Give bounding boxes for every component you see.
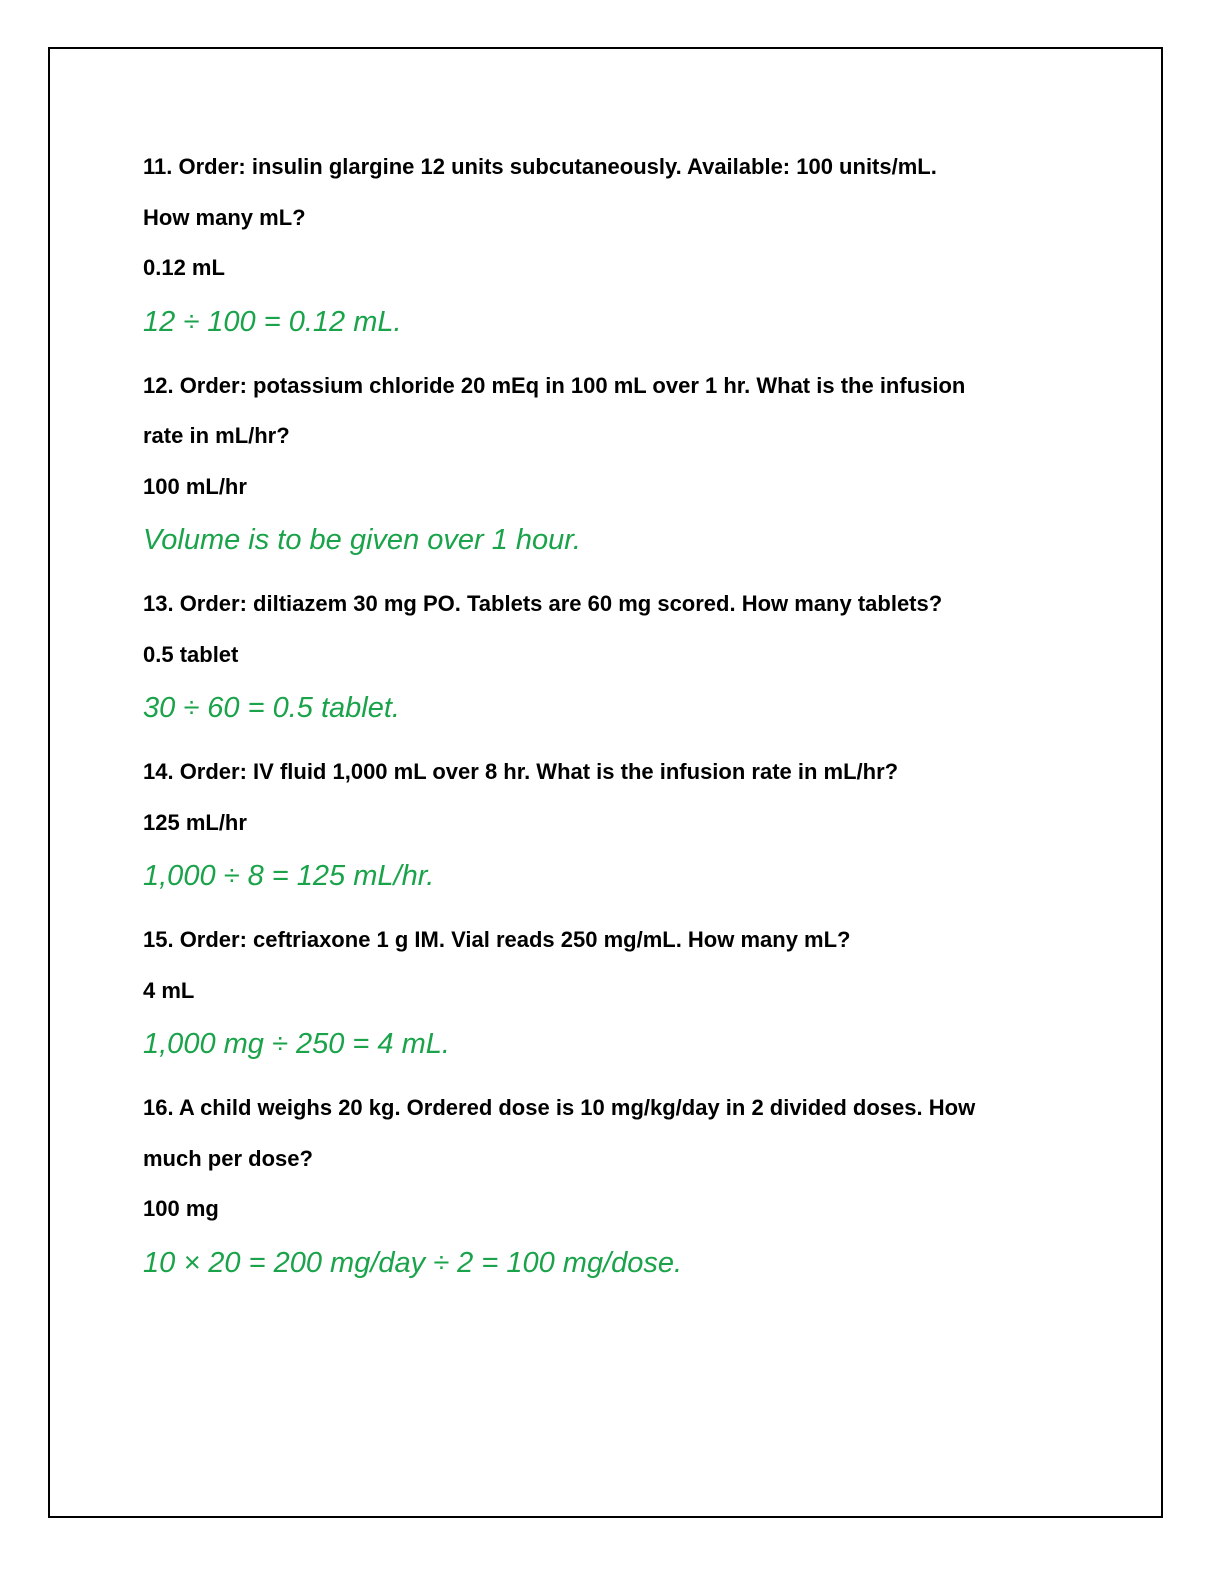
question-text-line: 14. Order: IV fluid 1,000 mL over 8 hr. What is the infusion rate in mL/hr?	[143, 759, 899, 784]
question-item-16	[143, 1083, 1103, 1291]
question-text-line: 16. A child weighs 20 kg. Ordered dose is 10 mg/kg/day in 2 divided doses. How	[143, 1095, 976, 1120]
question-text-line: 15. Order: ceftriaxone 1 g IM. Vial reads 250 mg/mL. How many mL?	[143, 927, 851, 952]
question-item-12	[143, 361, 1103, 569]
question-item-11	[143, 142, 1103, 350]
answer-text: 125 mL/hr	[143, 809, 247, 835]
explanation-text: 10 × 20 = 200 mg/day ÷ 2 = 100 mg/dose.	[143, 1246, 683, 1279]
question-text-line: rate in mL/hr?	[143, 423, 290, 448]
explanation-text: 12 ÷ 100 = 0.12 mL.	[143, 305, 402, 338]
question-text-line: 11. Order: insulin glargine 12 units subcutaneously. Available: 100 units/mL.	[143, 154, 937, 179]
answer-text: 4 mL	[143, 977, 195, 1003]
question-item-15	[143, 915, 1103, 1072]
question-text-line: 13. Order: diltiazem 30 mg PO. Tablets are 60 mg scored. How many tablets?	[143, 591, 943, 616]
explanation-text: Volume is to be given over 1 hour.	[143, 524, 581, 556]
question-item-13	[143, 579, 1103, 736]
explanation-text: 1,000 mg ÷ 250 = 4 mL.	[143, 1028, 450, 1060]
worksheet-content	[143, 142, 1103, 1302]
answer-text: 0.5 tablet	[143, 641, 239, 667]
question-text-line: How many mL?	[143, 204, 306, 230]
answer-text: 100 mg	[143, 1196, 219, 1221]
explanation-text: 1,000 ÷ 8 = 125 mL/hr.	[143, 860, 435, 892]
question-text-line: 12. Order: potassium chloride 20 mEq in 100 mL over 1 hr. What is the infusion	[143, 372, 966, 398]
answer-text: 100 mL/hr	[143, 473, 247, 499]
explanation-text: 30 ÷ 60 = 0.5 tablet.	[143, 692, 400, 724]
question-item-14	[143, 747, 1103, 904]
answer-text: 0.12 mL	[143, 255, 225, 280]
question-text-line: much per dose?	[143, 1145, 313, 1171]
